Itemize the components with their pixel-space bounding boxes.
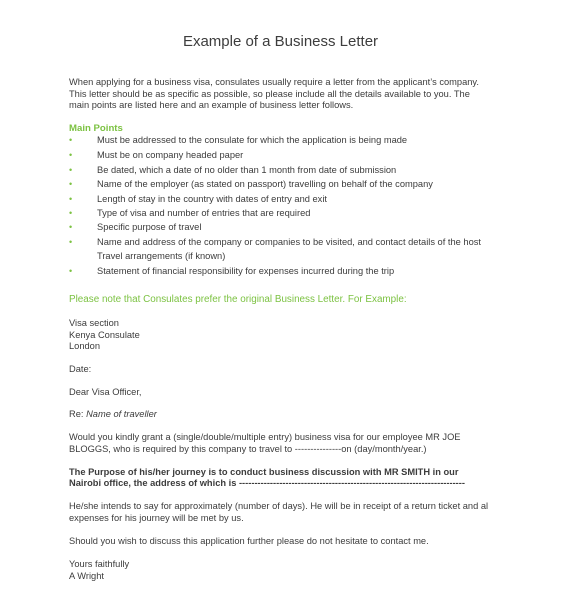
- consulate-note: Please note that Consulates prefer the original Business Letter. For Example:: [69, 294, 407, 305]
- list-item: Must be addressed to the consulate for which the application is being made: [97, 135, 408, 145]
- list-item: Statement of financial responsibility for expenses incurred during the trip: [97, 266, 395, 276]
- list-item: Must be on company headed paper: [97, 150, 244, 160]
- intro-line: This letter should be as specific as possible, so please include all the details available to you. The: [69, 89, 470, 99]
- list-item: Name and address of the company or companies to be visited, and contact details of the host: [97, 237, 481, 247]
- address-line: London: [69, 341, 101, 351]
- salutation: Dear Visa Officer,: [69, 387, 142, 397]
- bullet-icon: •: [69, 135, 73, 145]
- bullet-icon: •: [69, 194, 73, 204]
- re-line: [69, 409, 157, 420]
- list-item: Be dated, which a date of no older than 1 month from date of submission: [97, 165, 397, 175]
- paragraph-line: He/she intends to say for approximately (number of days). He will be in receipt of a return ticket and al: [69, 501, 489, 511]
- paragraph-line: Would you kindly grant a (single/double/multiple entry) business visa for our employee MR JOE: [69, 432, 461, 442]
- list-item-continuation: Travel arrangements (if known): [97, 251, 226, 261]
- purpose-line: The Purpose of his/her journey is to conduct business discussion with MR SMITH in our: [69, 467, 459, 477]
- paragraph-line: expenses for his journey will be met by us.: [69, 513, 244, 523]
- main-points-heading: Main Points: [69, 123, 123, 134]
- bullet-icon: •: [69, 222, 73, 232]
- re-value: Name of traveller: [86, 409, 157, 419]
- date-label: Date:: [69, 364, 92, 374]
- paragraph-line: BLOGGS, who is required by this company to travel to ---------------on (day/month/year.): [69, 444, 427, 454]
- list-item: Length of stay in the country with dates of entry and exit: [97, 194, 327, 204]
- address-line: Kenya Consulate: [69, 330, 140, 340]
- bullet-icon: •: [69, 179, 73, 189]
- paragraph-line: Should you wish to discuss this application further please do not hesitate to contact me.: [69, 536, 429, 546]
- signature-name: A Wright: [69, 571, 104, 581]
- list-item: Type of visa and number of entries that are required: [97, 208, 311, 218]
- re-label: Re:: [69, 409, 84, 419]
- bullet-icon: •: [69, 266, 73, 276]
- address-line: Visa section: [69, 318, 119, 328]
- list-item: Name of the employer (as stated on passport) travelling on behalf of the company: [97, 179, 433, 189]
- intro-line: main points are listed here and an example of business letter follows.: [69, 100, 354, 110]
- closing-line: Yours faithfully: [69, 559, 130, 569]
- intro-line: When applying for a business visa, consulates usually require a letter from the applicant’s company.: [69, 77, 479, 87]
- page-title: Example of a Business Letter: [182, 33, 379, 50]
- bullet-icon: •: [69, 150, 73, 160]
- list-item: Specific purpose of travel: [97, 222, 202, 232]
- bullet-icon: •: [69, 165, 73, 175]
- bullet-icon: •: [69, 208, 73, 218]
- purpose-line: Nairobi office, the address of which is -------------------------------------------------------------------------: [69, 478, 465, 488]
- bullet-icon: •: [69, 237, 73, 247]
